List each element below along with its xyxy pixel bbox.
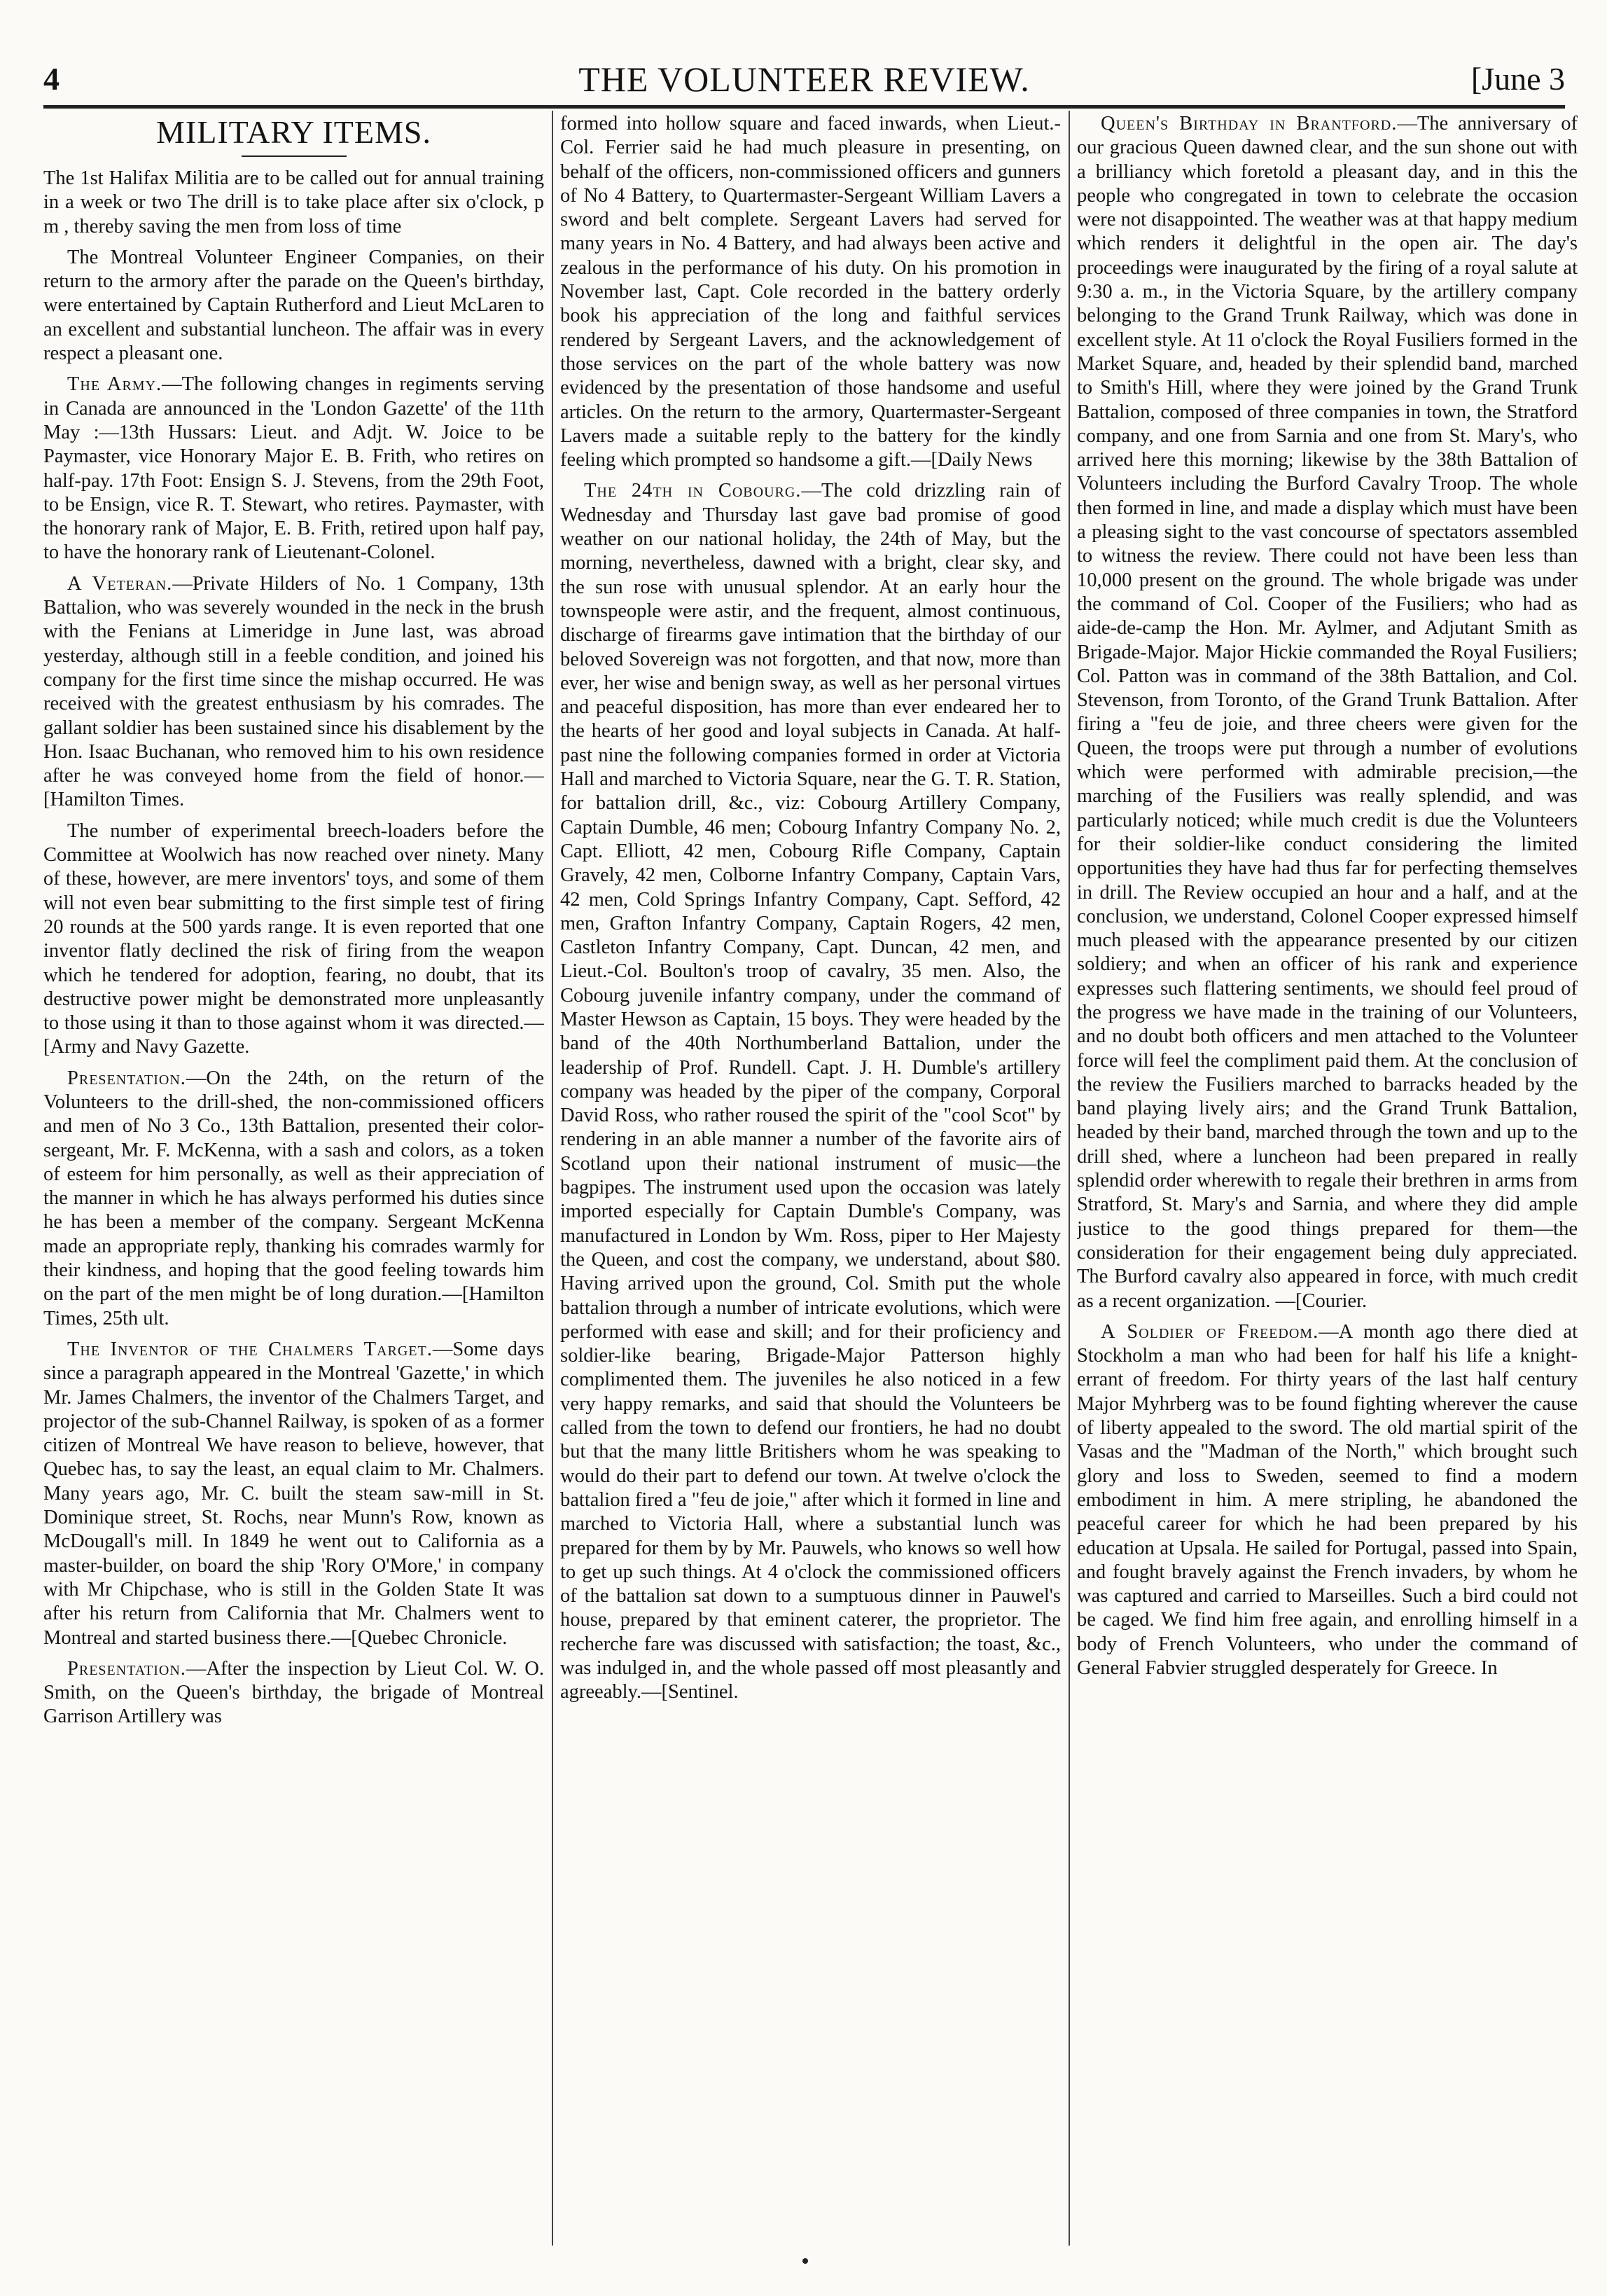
- article-lead: Presentation.: [67, 1067, 186, 1089]
- header-rule: [43, 105, 1565, 109]
- print-mark: [802, 2258, 808, 2264]
- article-text: formed into hollow square and faced inwards, when Lieut.-Col. Ferrier said he had much pleasure in presenting, on behalf of the officers, non-commissioned officers and gunners of No 4 Battery, to Quartermaster-Sergeant William Lavers a sword and belt complete. Sergeant Lavers had served for many years in No. 4 Battery, and had always been active and zealous in the performance of his duty. On his promotion in November last, Capt. Cole recorded in the battery orderly book his appreciation of the long and faithful services rendered by Sergeant Lavers, and the acknowledgement of those services on the part of the whole battery was now evidenced by the presentation of those handsome and useful articles. On the return to the armory, Quartermaster-Sergeant Lavers made a suitable reply to the battery for the kindly feeling which prompted so handsome a gift.—[Daily News: [560, 113, 1061, 471]
- article-paragraph: [1077, 1320, 1578, 1680]
- article-lead: Presentation.: [67, 1657, 186, 1680]
- article-lead: The Army.: [67, 373, 162, 396]
- article-lead: A Veteran.: [67, 572, 173, 595]
- article-text: —After the inspection by Lieut Col. W. O. Smith, on the Queen's birthday, the brigade of Montreal Garrison Artillery was: [43, 1657, 544, 1728]
- article-text: —Private Hilders of No. 1 Company, 13th Battalion, who was severely wounded in the neck in the brush with the Fenians at Limeridge in June last, was abroad yesterday, although still in a feeble condition, and joined his company for the first time since the mishap occurred. He was received with the greatest enthusiasm by his comrades. The gallant soldier has been sustained since his disablement by the Hon. Isaac Buchanan, who removed him to his own residence after he was conveyed home from the field of honor.—[Hamilton Times.: [43, 572, 544, 811]
- article-lead: A Soldier of Freedom.: [1101, 1320, 1319, 1343]
- section-title: MILITARY ITEMS.: [156, 114, 431, 150]
- column-divider: [1069, 111, 1070, 2246]
- article-paragraph: [1077, 112, 1578, 1313]
- column-1: [43, 112, 544, 2248]
- article-paragraph: [43, 167, 544, 239]
- article-text: —On the 24th, on the return of the Volunteers to the drill-shed, the non-commissioned officers and men of No 3 Co., 13th Battalion, presented their color-sergeant, Mr. F. McKenna, with a sash and colors, as a token of esteem for him personally, as well as their appreciation of the manner in which he has always performed his duties since he has been a member of the company. Sergeant McKenna made an appropriate reply, thanking his comrades warmly for their kindness, and hoping that the good feeling towards him on the part of the men might be of long duration.—[Hamilton Times, 25th ult.: [43, 1067, 544, 1329]
- article-text: —Some days since a paragraph appeared in the Montreal 'Gazette,' in which Mr. James Chalmers, the inventor of the Chalmers Target, and projector of the sub-Channel Railway, is spoken of as a former citizen of Montreal We have reason to believe, however, that Quebec has, to say the least, an equal claim to Mr. Chalmers. Many years ago, Mr. C. built the steam saw-mill in St. Dominique street, St. Rochs, near Munn's Row, known as McDougall's mill. In 1849 he went out to California as a master-builder, on board the ship 'Rory O'More,' in company with Mr Chipchase, who is still in the Golden State It was after his return from California that Mr. Chalmers went to Montreal and started business there.—[Quebec Chronicle.: [43, 1338, 544, 1649]
- article-lead: Queen's Birthday in Brantford.: [1101, 113, 1398, 134]
- article-lead: The 24th in Cobourg.: [584, 480, 802, 502]
- article-paragraph: [43, 1067, 544, 1331]
- article-text: —The following changes in regiments serving in Canada are announced in the 'London Gazette' of the 11th May :—13th Hussars: Lieut. and Adjt. W. Joice to be Paymaster, vice Honorary Major E. B. Frith, who retires on half-pay. 17th Foot: Ensign S. J. Stevens, from the 29th Foot, to be Ensign, vice R. T. Stewart, who retires. Paymaster, with the honorary rank of Major, E. B. Frith, retired upon half pay, to have the honorary rank of Lieutenant-Colonel.: [43, 373, 544, 564]
- article-text: The Montreal Volunteer Engineer Companies, on their return to the armory after the parade on the Queen's birthday, were entertained by Captain Rutherford and Lieut McLaren to an excellent and substantial luncheon. The affair was in every respect a pleasant one.: [43, 246, 544, 365]
- column-divider: [552, 111, 553, 2246]
- article-paragraph: [43, 819, 544, 1060]
- article-text: The 1st Halifax Militia are to be called out for annual training in a week or two The drill is to take place after six o'clock, p m , thereby saving the men from loss of time: [43, 167, 544, 237]
- title-underline: [242, 155, 347, 157]
- article-paragraph: [560, 479, 1061, 1704]
- article-text: The number of experimental breech-loaders before the Committee at Woolwich has now reached over ninety. Many of these, however, are mere inventors' toys, and some of them will not even bear submitting to the first simple test of firing 20 rounds at the 500 yards range. It is even reported that one inventor flatly declined the risk of firing from the weapon which he tendered for adoption, fearing, no doubt, that its destructive power might be demonstrated more unpleasantly to those using it than to those against whom it was directed.—[Army and Navy Gazette.: [43, 819, 544, 1058]
- article-paragraph: [43, 1338, 544, 1650]
- article-paragraph: [43, 572, 544, 812]
- column-3: [1077, 112, 1578, 2248]
- article-text: —A month ago there died at Stockholm a man who had been for half his life a knight-errant of freedom. For thirty years of the last half century Major Myhrberg was to be found fighting wherever the cause of liberty appealed to the sword. The old martial spirit of the Vasas and the "Madman of the North," which brought such glory and loss to Sweden, seemed to find a modern embodiment in him. A mere stripling, he abandoned the peaceful career for which he had been prepared by his education at Upsala. He sailed for Portugal, passed into Spain, and fought bravely against the French invaders, by whom he was captured and carried to Marseilles. Such a bird could not be caged. We find him free again, and enrolling himself in a body of French Volunteers, who under the command of General Fabvier struggled desperately for Greece. In: [1077, 1320, 1578, 1679]
- article-text: —The cold drizzling rain of Wednesday and Thursday last gave bad promise of good weather on our national holiday, the 24th of May, but the morning, nevertheless, dawned with a bright, clear sky, and the sun rose with unusual splendor. At an early hour the townspeople were astir, and the frequent, almost continuous, discharge of firearms gave intimation that the birthday of our beloved Sovereign was not forgotten, and that now, more than ever, her wise and benign sway, as well as her personal virtues and peaceful disposition, has more than ever endeared her to the hearts of her good and loyal subjects in Canada. At half-past nine the following companies formed in order at Victoria Hall and marched to Victoria Square, near the G. T. R. Station, for battalion drill, &c., viz: Cobourg Artillery Company, Captain Dumble, 46 men; Cobourg Infantry Company No. 2, Capt. Elliott, 42 men, Cobourg Rifle Company, Captain Gravely, 42 men, Colborne Infantry Company, Captain Vars, 42 men, Cold Springs Infantry Company, Capt. Sefford, 42 men, Grafton Infantry Company, Captain Rogers, 42 men, Castleton Infantry Company, Capt. Duncan, 42 men, and Lieut.-Col. Boulton's troop of cavalry, 35 men. Also, the Cobourg juvenile infantry company, under the command of Master Hewson as Captain, 15 boys. They were headed by the band of the 40th Northumberland Battalion, under the leadership of Prof. Rundell. Capt. J. H. Dumble's artillery company was headed by the piper of the company, Corporal David Ross, who rather roused the spirit of the "cool Scot" by rendering in an able manner a number of the favorite airs of Scotland upon their national instrument of music—the bagpipes. The instrument used upon the occasion was lately imported especially for Captain Dumble's Company, was manufactured in London by Wm. Ross, piper to Her Majesty the Queen, and cost the company, we understand, about $80. Having arrived upon the ground, Col. Smith put the whole battalion through a number of intricate evolutions, which were performed with ease and skill; and for their proficiency and soldier-like bearing, Brigade-Major Patterson highly complimented them. The juveniles he also noticed in a few very happy remarks, and said that should the Volunteers be called from the town to defend our frontiers, he had no doubt but that the many little Britishers whom he was speaking to would do their part to defend our town. At twelve o'clock the battalion fired a "feu de joie," after which it formed in line and marched to Victoria Hall, where a substantial lunch was prepared for them by by Mr. Pauwels, who knows so well how to get up such things. At 4 o'clock the commissioned officers of the battalion sat down to a sumptuous dinner in Pauwel's house, prepared by that eminent caterer, the proprietor. The recherche fare was discussed with satisfaction; the toast, &c., was indulged in, and the whole passed off most pleasantly and agreeably.—[Sentinel.: [560, 480, 1061, 1703]
- article-paragraph: [43, 373, 544, 565]
- page-number: 4: [43, 61, 60, 97]
- article-text: —The anniversary of our gracious Queen dawned clear, and the sun shone out with a brilliancy which foretold a pleasant day, and in this the people who congregated in town to celebrate the occasion were not disappointed. The weather was at that happy medium which renders it delightful in the open air. The day's proceedings were inaugurated by the firing of a royal salute at 9:30 a. m., in the Victoria Square, by the artillery company belonging to the Grand Trunk Railway, which was done in excellent style. At 11 o'clock the Royal Fusiliers formed in the Market Square, and, headed by their splendid band, marched to Smith's Hill, where they were joined by the Grand Trunk Battalion, composed of three companies in town, the Stratford company, and one from Sarnia and one from St. Mary's, who arrived here this morning; likewise by the 38th Battalion of Volunteers including the Burford Cavalry Troop. The whole then formed in line, and made a display which must have been a pleasing sight to the vast concourse of spectators assembled to witness the review. There could not have been less than 10,000 present on the ground. The whole brigade was under the command of Col. Cooper of the Fusiliers; who had as aide-de-camp the Hon. Mr. Aylmer, and Adjutant Smith as Brigade-Major. Major Hickie commanded the Royal Fusiliers; Col. Patton was in command of the 38th Battalion, and Col. Stevenson, from Toronto, of the Grand Trunk Battalion. After firing a "feu de joie, and three cheers were given for the Queen, the troops were put through a number of evolutions which were performed with admirable precision,—the marching of the Fusiliers was really splendid, and was particularly noticed; while much credit is due the Volunteers for their soldier-like conduct considering the limited opportunities they have had thus far for perfecting themselves in drill. The Review occupied an hour and a half, and at the conclusion, we understand, Colonel Cooper expressed himself much pleased with the appearance presented by our citizen soldiery; and when an officer of his rank and experience expresses such flattering sentiments, we should feel proud of the progress we have made in the training of our Volunteers, and no doubt both officers and men attached to the Volunteer force will feel the compliment paid them. At the conclusion of the review the Fusiliers marched to barracks headed by the band playing lively airs; and the Grand Trunk Battalion, headed by their band, marched through the town and up to the drill shed, where a luncheon had been prepared in really splendid order wherewith to regale their brethren in arms from Stratford, St. Mary's and Sarnia, and where they did ample justice to the good things prepared for them—the consideration for their engagement being duly appreciated. The Burford cavalry also appeared in force, with much credit as a recent organization. —[Courier.: [1077, 113, 1578, 1312]
- issue-date: [June 3: [1470, 61, 1565, 97]
- article-paragraph: [43, 246, 544, 366]
- page-header: [43, 60, 1565, 99]
- article-lead: The Inventor of the Chalmers Target.: [67, 1338, 433, 1360]
- article-paragraph: [43, 1657, 544, 1729]
- column-2: [560, 112, 1061, 2248]
- article-paragraph: [560, 112, 1061, 472]
- masthead-title: THE VOLUNTEER REVIEW.: [578, 60, 1030, 99]
